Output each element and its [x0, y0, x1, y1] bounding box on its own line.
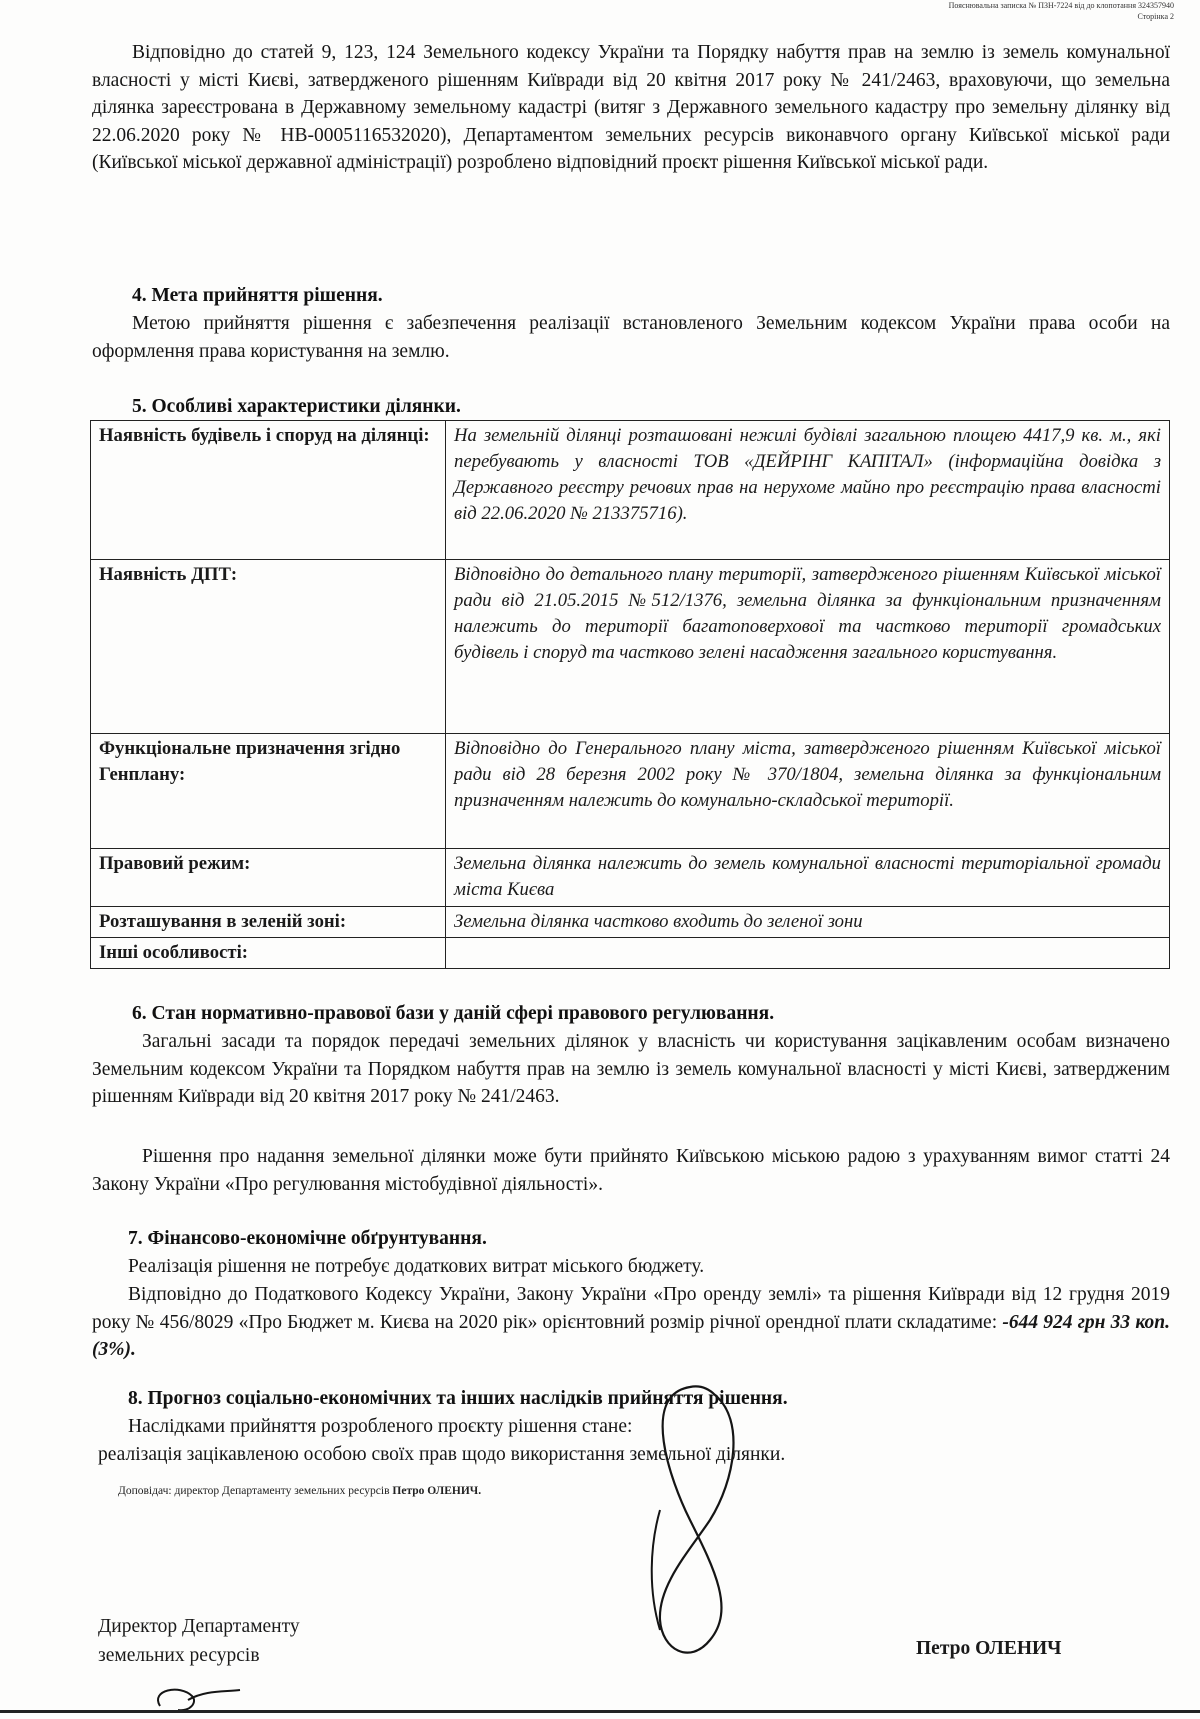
section-5-title: 5. Особливі характеристики ділянки.: [132, 396, 461, 417]
table-row: [91, 421, 1170, 560]
header-page-label: Сторінка 2: [1137, 12, 1174, 21]
left-signature-stroke: [652, 1510, 660, 1630]
signatory-position-line-1: Директор Департаменту: [98, 1616, 300, 1637]
small-signature-stroke: [158, 1690, 240, 1711]
rent-amount: -644 924 грн 33 коп. (3%).: [92, 1311, 1170, 1361]
characteristics-table: [90, 420, 1170, 969]
section-7-paragraph-2: [92, 1281, 1170, 1364]
rent-text: Відповідно до Податкового Кодексу України, Закону України «Про оренду землі» та рішення Київради від 12 грудня 2019 року № 456/8029 «Про Бюджет м. Києва на 2020 рік» орієнтовний розмір річної орендної плати складатиме:: [92, 1284, 1170, 1333]
section-7-title: 7. Фінансово-економічне обґрунтування.: [128, 1228, 487, 1249]
table-row: [91, 849, 1170, 907]
table-row-label: Розташування в зеленій зоні:: [91, 907, 446, 938]
section-7-paragraph-1: Реалізація рішення не потребує додаткових витрат міського бюджету.: [128, 1256, 705, 1277]
table-row-value: Відповідно до детального плану території, затвердженого рішенням Київської міської ради від 21.05.2015 №512/1376, земельна ділянка за функціональним призначенням належить до території багатоповерхової та частково території громадських будівель і споруд та частково зелені насадження загального користування.: [446, 560, 1170, 734]
table-row-value: На земельній ділянці розташовані нежилі будівлі загальною площею 4417,9 кв. м., які перебувають у власності ТОВ «ДЕЙРІНГ КАПІТАЛ» (інформаційна довідка з Державного реєстру речових прав на нерухоме майно про реєстрацію права власності від 22.06.2020 № 213375716).: [446, 421, 1170, 560]
table-row-label: Наявність ДПТ:: [91, 560, 446, 734]
section-8-paragraph-2: реалізація зацікавленою особою своїх прав щодо використання земельної ділянки.: [98, 1444, 786, 1465]
signatory-position-line-2: земельних ресурсів: [98, 1645, 260, 1666]
signatory-position: [98, 1612, 300, 1670]
header-document-reference: Пояснювальна записка № ПЗН-7224 від до клопотання 324357940: [948, 1, 1174, 10]
table-row: [91, 560, 1170, 734]
intro-paragraph: Відповідно до статей 9, 123, 124 Земельного кодексу України та Порядку набуття прав на землю із земель комунальної власності у місті Києві, затвердженого рішенням Київради від 20 квітня 2017 року № 241/2463, враховуючи, що земельна ділянка зареєстрована в Державному земельному кадастрі (витяг з Державного земельного кадастру про земельну ділянку від 22.06.2020 року № НВ-0005116532020), Департаментом земельних ресурсів виконавчого органу Київської міської ради (Київської міської державної адміністрації) розроблено відповідний проєкт рішення Київської міської ради.: [92, 42, 1170, 174]
table-row-value: [446, 938, 1170, 969]
page-header: [949, 0, 1174, 22]
section-8-title: 8. Прогноз соціально-економічних та інших наслідків прийняття рішення.: [128, 1388, 788, 1409]
reporter-line: [118, 1485, 481, 1497]
table-row: [91, 938, 1170, 969]
table-row-value: Відповідно до Генерального плану міста, затвердженого рішенням Київської міської ради від 28 березня 2002 року № 370/1804, земельна ділянка за функціональним призначенням належить до комунально-складської території.: [446, 734, 1170, 849]
section-6-paragraph-2: Рішення про надання земельної ділянки може бути прийнято Київською міською радою з урахуванням вимог статті 24 Закону України «Про регулювання містобудівної діяльності».: [92, 1146, 1170, 1195]
table-row-label: Функціональне призначення згідно Генплану:: [91, 734, 446, 849]
section-6-paragraph-1: Загальні засади та порядок передачі земельних ділянок у власність чи користування зацікавленим особам визначено Земельним кодексом України та Порядком набуття прав на землю із земель комунальної власності у місті Києві, затвердженим рішенням Київради від 20 квітня 2017 року № 241/2463.: [92, 1031, 1170, 1108]
table-row-value: Земельна ділянка належить до земель комунальної власності територіальної громади міста Києва: [446, 849, 1170, 907]
table-row-label: Інші особливості:: [91, 938, 446, 969]
table-row-label: Наявність будівель і споруд на ділянці:: [91, 421, 446, 560]
table-row: [91, 734, 1170, 849]
reporter-name: Петро ОЛЕНИЧ.: [392, 1485, 482, 1497]
section-6-title: 6. Стан нормативно-правової бази у даній сфері правового регулювання.: [132, 1003, 775, 1024]
section-4-text: Метою прийняття рішення є забезпечення реалізації встановленого Земельним кодексом України права особи на оформлення права користування на землю.: [92, 313, 1170, 362]
section-8-paragraph-1: Наслідками прийняття розробленого проєкту рішення стане:: [128, 1416, 633, 1437]
reporter-prefix: Доповідач: директор Департаменту земельних ресурсів: [118, 1485, 393, 1497]
section-4-title: 4. Мета прийняття рішення.: [132, 285, 383, 306]
page-bottom-edge: [0, 1710, 1200, 1713]
table-row-value: Земельна ділянка частково входить до зеленої зони: [446, 907, 1170, 938]
table-row-label: Правовий режим:: [91, 849, 446, 907]
table-row: [91, 907, 1170, 938]
signatory-name: Петро ОЛЕНИЧ: [916, 1638, 1062, 1659]
